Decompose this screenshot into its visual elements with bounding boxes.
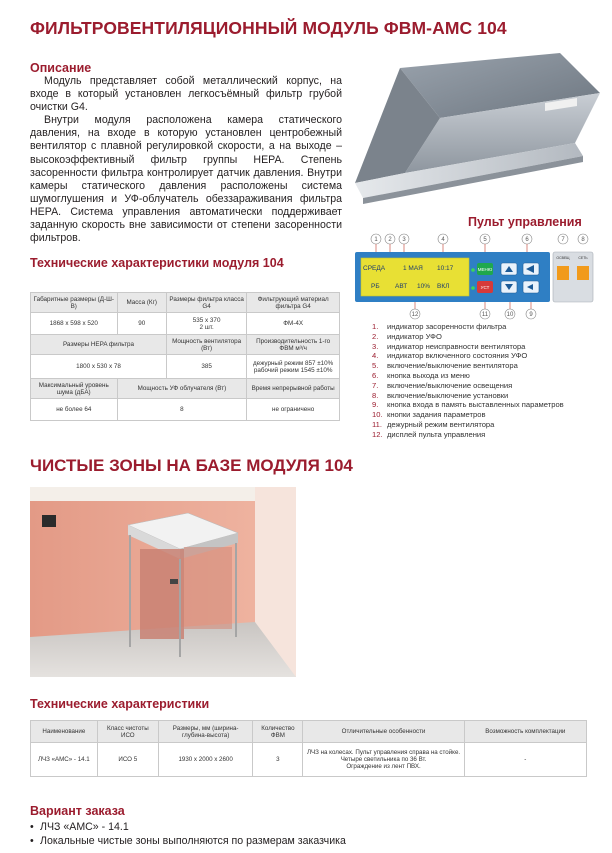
display-date: 1 МАЯ: [403, 265, 423, 272]
list-item: • ЛЧЗ «АМС» - 14.1: [30, 820, 346, 834]
legend-text: включение/выключение освещения: [387, 380, 513, 390]
callout-9: [526, 309, 536, 319]
table-header-cell: Мощность вентилятора (Вт): [166, 335, 246, 355]
legend-text: кнопка выхода из меню: [387, 370, 470, 380]
legend-item: [372, 420, 602, 430]
table-row: [31, 355, 340, 379]
callout-6: [522, 234, 532, 244]
table-header-cell: Размеры HEPA фильтра: [31, 335, 167, 355]
callout-2-label: 2: [388, 237, 392, 243]
callout-5: [480, 234, 490, 244]
table-row: [31, 335, 340, 355]
table-header-cell: Наименование: [31, 721, 98, 743]
power-switch[interactable]: [577, 266, 589, 280]
legend-number: 12.: [372, 429, 383, 439]
display-mode-auto: АВТ: [395, 283, 408, 290]
list-item: • Локальные чистые зоны выполняются по размерам заказчика: [30, 834, 346, 848]
zones-spec-heading: Технические характеристики: [30, 697, 210, 711]
clean-zone-photo: [30, 487, 296, 677]
legend-number: 3.: [372, 341, 379, 351]
callout-4-label: 4: [441, 237, 445, 243]
legend-item: [372, 361, 602, 371]
legend-text: индикатор засоренности фильтра: [387, 322, 507, 331]
legend-text: включение/выключение установки: [387, 390, 509, 400]
menu-button-label: МЕНЮ: [477, 267, 493, 272]
table-cell: [166, 313, 246, 335]
description-paragraph-1: Модуль представляет собой металлический корпус, на входе в который установлен легкосъёмный фильтр грубой очистки G4.: [30, 75, 342, 114]
callout-10-label: 10: [506, 312, 514, 318]
table-cell: 1800 x 530 x 78: [31, 355, 167, 379]
side-label-light: ОСВЕЩ: [556, 256, 570, 260]
legend-text: индикатор неисправности вентилятора: [387, 341, 526, 351]
legend-text: включение/выключение вентилятора: [387, 361, 518, 371]
control-panel-legend: [372, 322, 602, 440]
legend-number: 4.: [372, 351, 379, 361]
table-header-cell: Возможность комплектации: [464, 721, 586, 743]
table-cell: ФМ-4Х: [247, 313, 340, 335]
table-cell: 385: [166, 355, 246, 379]
description-heading: Описание: [30, 61, 92, 75]
callout-7-label: 7: [561, 237, 565, 243]
callout-1-label: 1: [374, 237, 378, 243]
callout-9-label: 9: [529, 312, 533, 318]
filter-count: 2 шт.: [199, 323, 214, 331]
callout-11: [480, 309, 490, 319]
legend-text: кнопки задания параметров: [387, 410, 486, 420]
display-percent: 10%: [417, 283, 431, 290]
module-spec-table: [30, 292, 340, 421]
table-header-cell: Габаритные размеры (Д-Ш-В): [31, 293, 118, 313]
module-spec-heading: Технические характеристики модуля 104: [30, 256, 284, 270]
callout-10: [505, 309, 515, 319]
callout-12-label: 12: [411, 312, 419, 318]
description-text: [30, 75, 342, 245]
callout-3: [399, 234, 409, 244]
legend-text: дисплей пульта управления: [387, 429, 486, 439]
set-button[interactable]: [477, 281, 493, 293]
table-row: [31, 313, 340, 335]
zones-title: ЧИСТЫЕ ЗОНЫ НА БАЗЕ МОДУЛЯ 104: [30, 456, 353, 475]
description-paragraph-2: Внутри модуля расположена камера статического давления, на входе в которую установлен центробежный вентилятор с плавной регулировкой скорости, а на выходе – высокоэффективный фильтр группы НЕРА. Степень засоренности фильтра контролирует датчик давления. Внутри камеры статического давления расположены система шумоглушения и УФ-облучатель обеззараживания фильтра НЕРА. Система управления автоматически поддерживает заданную скорость вне зависимости от степени засоренности фильтров.: [30, 114, 342, 245]
legend-item: [372, 430, 602, 440]
display-state: ВКЛ: [437, 283, 450, 290]
legend-number: 2.: [372, 331, 379, 341]
module-illustration: [345, 48, 605, 218]
legend-item: [372, 342, 602, 352]
callout-7: [558, 234, 568, 244]
feature-line: Ограждение из лент ПВХ.: [346, 763, 421, 770]
table-row: [31, 399, 340, 421]
table-header-cell: Размеры фильтра класса G4: [166, 293, 246, 313]
table-header-cell: Максимальный уровень шума (дБА): [31, 379, 118, 399]
legend-number: 9.: [372, 400, 379, 410]
callout-8: [578, 234, 588, 244]
perf-working: рабочий режим 1545 ±10%: [253, 366, 333, 374]
legend-number: 11.: [372, 419, 382, 429]
table-cell: [247, 355, 340, 379]
light-switch[interactable]: [557, 266, 569, 280]
table-cell: не ограничено: [247, 399, 340, 421]
table-header-cell: Класс чистоты ИСО: [97, 721, 158, 743]
callout-8-label: 8: [581, 237, 585, 243]
legend-item: [372, 322, 602, 332]
zones-spec-table: [30, 720, 587, 777]
table-header-cell: Фильтрующий материал фильтра G4: [247, 293, 340, 313]
table-header-cell: Размеры, мм (ширина-глубина-высота): [158, 721, 253, 743]
callout-12: [410, 309, 420, 319]
legend-number: 1.: [372, 322, 379, 331]
legend-item: [372, 332, 602, 342]
table-header-cell: Производительность 1-го ФВМ м³/ч: [247, 335, 340, 355]
legend-item: [372, 371, 602, 381]
page-title: ФИЛЬТРОВЕНТИЛЯЦИОННЫЙ МОДУЛЬ ФВМ-АМС 104: [30, 18, 507, 38]
table-cell: [303, 743, 464, 777]
callout-3-label: 3: [402, 237, 406, 243]
display-day: СРЕДА: [363, 265, 386, 272]
legend-number: 8.: [372, 390, 379, 400]
filter-size: 535 x 370: [192, 316, 221, 324]
callout-6-label: 6: [525, 237, 529, 243]
table-cell: ЛЧЗ «АМС» - 14.1: [31, 743, 98, 777]
feature-line: ЛЧЗ на колесах. Пульт управления справа на стойке.: [306, 749, 461, 756]
wall-clock: [42, 515, 56, 527]
legend-text: индикатор включенного состояния УФО: [387, 351, 528, 361]
callout-11-label: 11: [481, 312, 489, 318]
legend-item: [372, 381, 602, 391]
table-cell: 90: [117, 313, 166, 335]
table-header-cell: Отличительные особенности: [303, 721, 464, 743]
callout-2: [385, 234, 395, 244]
legend-item: [372, 391, 602, 401]
order-heading: Вариант заказа: [30, 804, 125, 818]
table-row: [31, 721, 587, 743]
panel-callouts-top: [371, 234, 588, 244]
table-row: [31, 293, 340, 313]
menu-button[interactable]: [477, 263, 493, 275]
control-panel-diagram: [355, 230, 595, 320]
table-cell: 1868 x 598 x 520: [31, 313, 118, 335]
table-cell: 3: [253, 743, 303, 777]
callout-1: [371, 234, 381, 244]
table-cell: не более 64: [31, 399, 118, 421]
order-list: [30, 820, 346, 848]
control-panel-heading: Пульт управления: [468, 215, 582, 229]
display-mode-rb: РБ: [371, 283, 380, 290]
feature-line: Четыре светильника по 36 Вт.: [340, 756, 427, 763]
side-label-power: СЕТЬ: [578, 256, 588, 260]
table-cell: 8: [117, 399, 247, 421]
legend-item: [372, 351, 602, 361]
legend-text: кнопка входа в память выставленных параметров: [387, 400, 564, 410]
display-time: 10:17: [437, 265, 454, 272]
legend-number: 5.: [372, 361, 379, 371]
table-row: [31, 379, 340, 399]
legend-item: [372, 400, 602, 410]
table-row: [31, 743, 587, 777]
callout-4: [438, 234, 448, 244]
zone-control-panel: [170, 579, 178, 584]
table-header-cell: Время непрерывной работы: [247, 379, 340, 399]
pvc-curtain: [140, 549, 184, 639]
legend-number: 6.: [372, 370, 379, 380]
table-header-cell: Мощность УФ облучателя (Вт): [117, 379, 247, 399]
panel-display: [361, 258, 469, 296]
legend-number: 7.: [372, 380, 379, 390]
perf-standby: дежурный режим 857 ±10%: [252, 359, 334, 367]
table-header-cell: Количество ФВМ: [253, 721, 303, 743]
table-cell: 1930 х 2000 х 2600: [158, 743, 253, 777]
callout-5-label: 5: [483, 237, 487, 243]
table-header-cell: Масса (Кг): [117, 293, 166, 313]
legend-text: индикатор УФО: [387, 331, 442, 341]
set-button-label: УСТ: [480, 285, 490, 290]
legend-number: 10.: [372, 410, 383, 420]
legend-item: [372, 410, 602, 420]
legend-text: дежурный режим вентилятора: [387, 419, 495, 429]
table-cell: -: [464, 743, 586, 777]
table-cell: ИСО 5: [97, 743, 158, 777]
